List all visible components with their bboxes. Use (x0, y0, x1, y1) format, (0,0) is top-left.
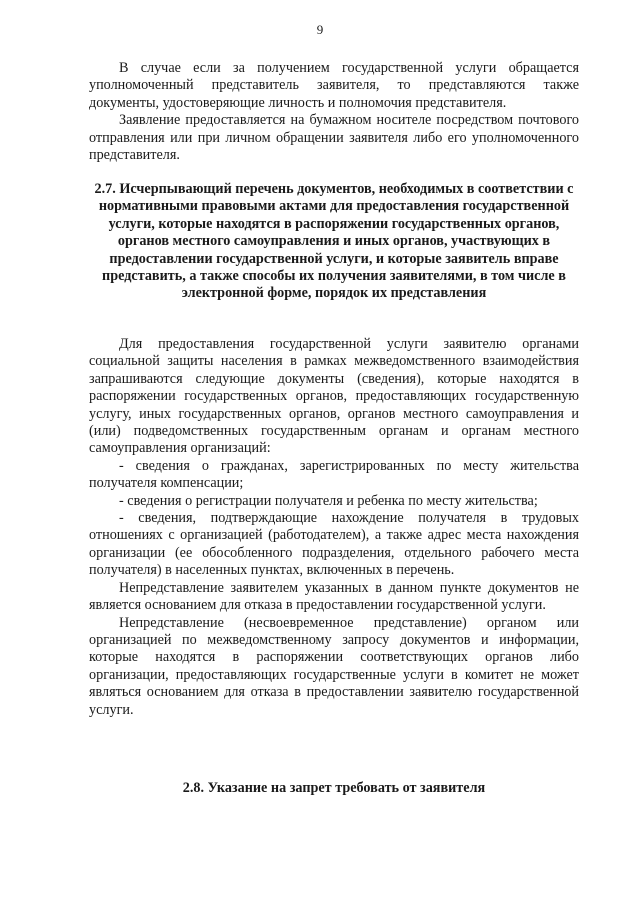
page-number: 9 (316, 22, 324, 37)
list-item-employment-info: - сведения, подтверждающие нахождение получателя в трудовых отношениях с организацией (работодателем), а также адрес места нахождения организации (ее обособленного подразделения, отдельного рабочего места получателя) в населенных пунктах, включенных в перечень. (89, 510, 579, 579)
intro-section (89, 60, 579, 164)
section-2-7-body (89, 336, 579, 719)
paragraph-interagency-request: Для предоставления государственной услуги заявителю органами социальной защиты населения в рамках межведомственного взаимодействия запрашиваются следующие документы (сведения), которые находятся в распоряжении государственных органов, предоставляющих государственную услугу, иных государственных органов, органов местного самоуправления и (или) подведомственных государственным органам и органам местного самоуправления организаций: (89, 336, 579, 457)
list-item-residents-info: - сведения о гражданах, зарегистрированных по месту жительства получателя компенсации; (89, 457, 579, 492)
section-2-8-heading: 2.8. Указание на запрет требовать от заявителя (182, 780, 486, 796)
section-2-7-heading: 2.7. Исчерпывающий перечень документов, необходимых в соответствии с нормативными правовыми актами для предоставления государственной услуги, которые находятся в распоряжении государственных органов, органов местного самоуправления и иных органов, участвующих в предоставлении государственной услуги, и которые заявитель вправе представить, а также способы их получения заявителями, в том числе в электронной форме, порядок их представления (94, 181, 574, 302)
paragraph-non-submission-organization: Непредставление (несвоевременное представление) органом или организацией по межведомственному запросу документов и информации, которые находятся в распоряжении соответствующих органов либо организации, предоставляющих государственные услуги в комитет не может являться основанием для отказа в предоставлении заявителю государственной услуги. (89, 614, 579, 718)
list-item-registration-info: - сведения о регистрации получателя и ребенка по месту жительства; (119, 492, 538, 509)
paragraph-representative: В случае если за получением государственной услуги обращается уполномоченный представитель заявителя, то представляются также документы, удостоверяющие личность и полномочия представителя. (89, 60, 579, 111)
paragraph-submission: Заявление предоставляется на бумажном носителе посредством почтового отправления или при личном обращении заявителя либо его уполномоченного представителя. (89, 112, 579, 164)
paragraph-non-submission-applicant: Непредставление заявителем указанных в данном пункте документов не является основанием для отказа в предоставлении государственной услуги. (89, 579, 579, 614)
